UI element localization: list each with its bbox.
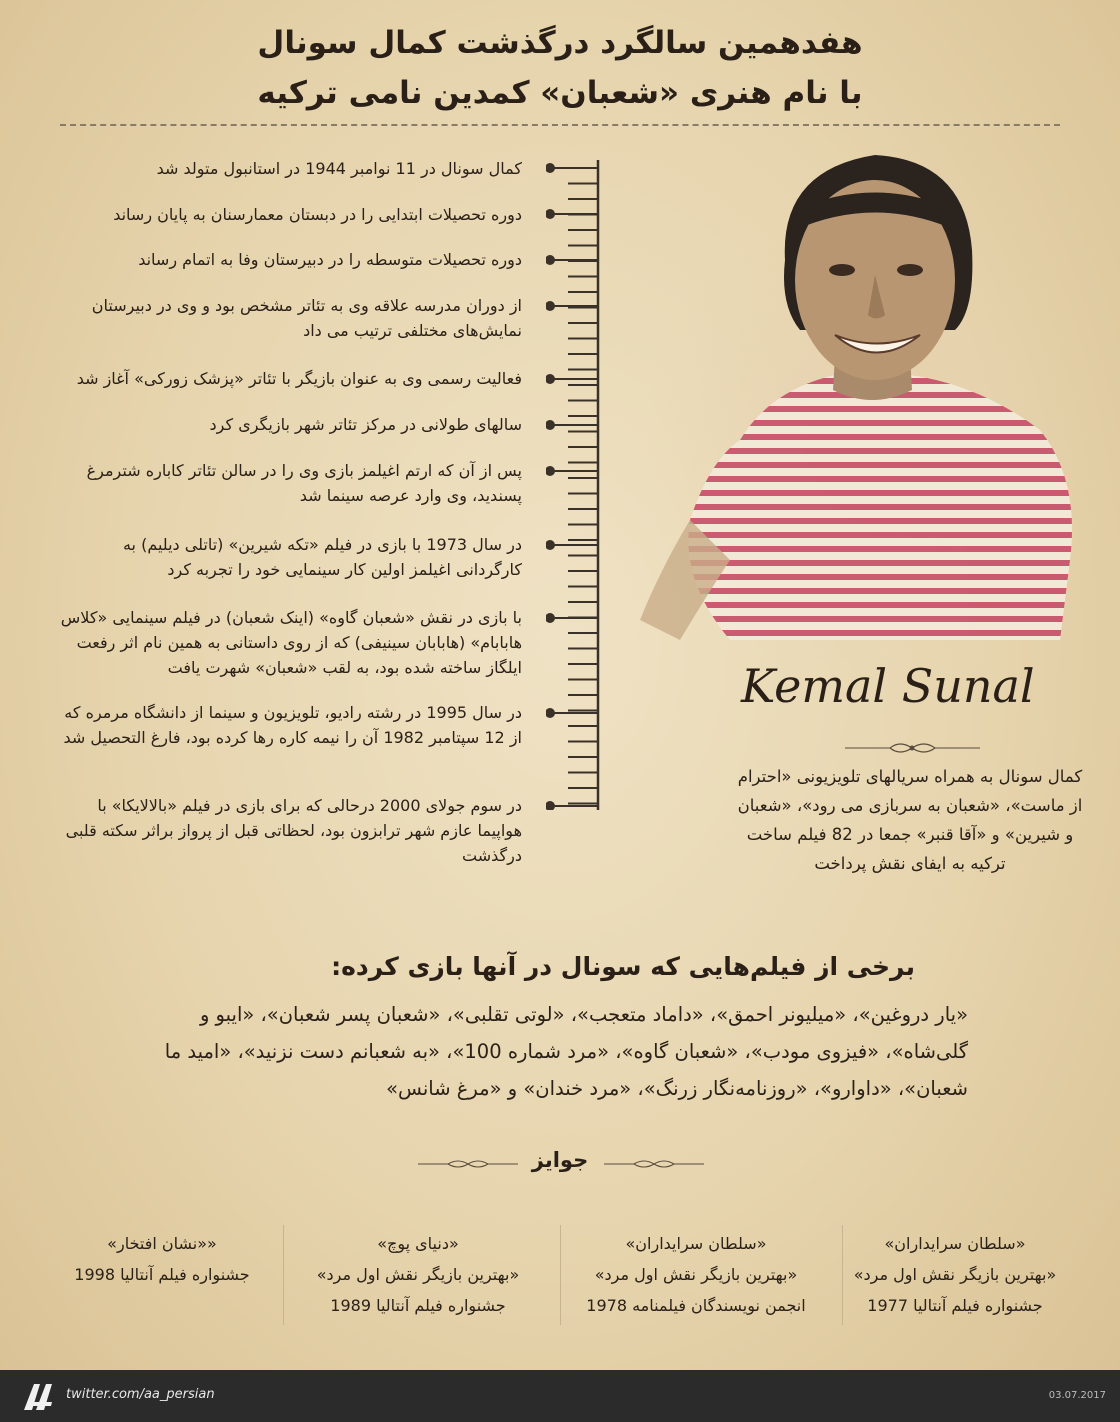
award-festival: جشنواره فیلم آنتالیا 1977 xyxy=(867,1296,1043,1315)
award-festival: انجمن نویسندگان فیلمنامه 1978 xyxy=(586,1296,806,1315)
timeline-event: دوره تحصیلات متوسطه را در دبیرستان وفا به اتمام رساند xyxy=(138,250,522,269)
award-title: ««نشان افتخار» xyxy=(107,1234,217,1253)
award-item xyxy=(556,1228,836,1321)
award-festival: جشنواره فیلم آنتالیا 1989 xyxy=(330,1296,506,1315)
award-category: «بهترین بازیگر نقش اول مرد» xyxy=(316,1265,520,1284)
award-category: «بهترین بازیگر نقش اول مرد» xyxy=(853,1265,1057,1284)
timeline-event: در سوم جولای 2000 درحالی که برای بازی در فیلم «بالالایکا» با هواپیما عازم شهر ترابزون بود، لحظاتی قبل از پرواز براثر سکته قلبی درگذشت xyxy=(65,796,522,865)
portrait-image xyxy=(620,140,1100,660)
timeline-event: با بازی در نقش «شعبان گاوه» (اینک شعبان) در فیلم سینمایی «کلاس هابابام» (هابابان سینیفی) که از روی داستانی به همین نام اثر رفعت ایلگاز ساخته شده بود، به لقب «شعبان» شهرت یافت xyxy=(60,608,522,677)
footer-bar xyxy=(0,1370,1120,1422)
page-title xyxy=(0,18,1120,118)
ornament-right xyxy=(604,1156,704,1172)
timeline-event: فعالیت رسمی وی به عنوان بازیگر با تئاتر «پزشک زورکی» آغاز شد xyxy=(76,369,522,388)
timeline-event: دوره تحصیلات ابتدایی را در دبستان معمارسنان به پایان رساند xyxy=(113,205,522,224)
timeline-event: در سال 1973 با بازی در فیلم «تکه شیرین» (تاتلی دیلیم) به کارگردانی اغیلمز اولین کار سینمایی خود را تجربه کرد xyxy=(122,535,522,579)
timeline-event: از دوران مدرسه علاقه وی به تئاتر مشخص بود و وی در دبیرستان نمایش‌های مختلفی ترتیب می داد xyxy=(91,296,522,340)
award-item xyxy=(815,1228,1095,1321)
timeline-event: سالهای طولانی در مرکز تئاتر شهر بازیگری کرد xyxy=(209,415,522,434)
award-title: «سلطان سرایداران» xyxy=(625,1234,767,1253)
award-item xyxy=(22,1228,302,1290)
title-divider xyxy=(60,124,1060,126)
title-line-2: با نام هنری «شعبان» کمدین نامی ترکیه xyxy=(257,75,863,111)
ornament-divider xyxy=(845,738,980,758)
twitter-handle[interactable]: twitter.com/aa_persian xyxy=(66,1387,215,1402)
signature-image xyxy=(735,640,1075,730)
timeline-event: پس از آن که ارتم اغیلمز بازی وی را در سالن تئاتر کاباره شترمرغ پسندید، وی وارد عرصه سینما شد xyxy=(86,461,522,505)
timeline-event: در سال 1995 در رشته رادیو، تلویزیون و سینما از دانشگاه مرمره که از 12 سپتامبر 1982 آن را نیمه کاره رها کرده بود، فارغ التحصیل شد xyxy=(63,703,522,747)
award-divider xyxy=(842,1225,843,1325)
signature-text: Kemal Sunal xyxy=(741,659,1035,713)
award-category: «بهترین بازیگر نقش اول مرد» xyxy=(594,1265,798,1284)
awards-heading: جوایز xyxy=(531,1148,589,1172)
award-title: «سلطان سرایداران» xyxy=(884,1234,1026,1253)
award-festival: جشنواره فیلم آنتالیا 1998 xyxy=(74,1265,250,1284)
award-item xyxy=(278,1228,558,1321)
timeline-event: کمال سونال در 11 نوامبر 1944 در استانبول متولد شد xyxy=(156,159,522,178)
films-heading: برخی از فیلم‌هایی که سونال در آنها بازی کرده: xyxy=(331,952,915,981)
title-line-1: هفدهمین سالگرد درگذشت کمال سونال xyxy=(257,25,863,61)
films-list: «یار دروغین»، «میلیونر احمق»، «داماد متعجب»، «لوتی تقلبی»، «شعبان پسر شعبان»، «ایبو و گلی‌شاه»، «فیزوی مودب»، «شعبان گاوه»، «مرد شماره 100»، «به شعبانم دست نزنید»، «امید ما شعبان»، «داوارو»، «روزنامه‌نگار زرنگ»، «مرد خندان» و «مرغ شانس» xyxy=(164,1003,968,1100)
publish-date: 03.07.2017 xyxy=(1048,1390,1106,1401)
aa-logo-icon xyxy=(22,1380,58,1412)
award-divider xyxy=(560,1225,561,1325)
award-title: «دنیای پوچ» xyxy=(377,1234,459,1253)
bio-text: کمال سونال به همراه سریالهای تلویزیونی «احترام از ماست»، «شعبان به سربازی می رود»، «شعبان و شیرین» و «آقا قنبر» جمعا در 82 فیلم ساخت ترکیه به ایفای نقش پرداخت xyxy=(737,767,1083,873)
